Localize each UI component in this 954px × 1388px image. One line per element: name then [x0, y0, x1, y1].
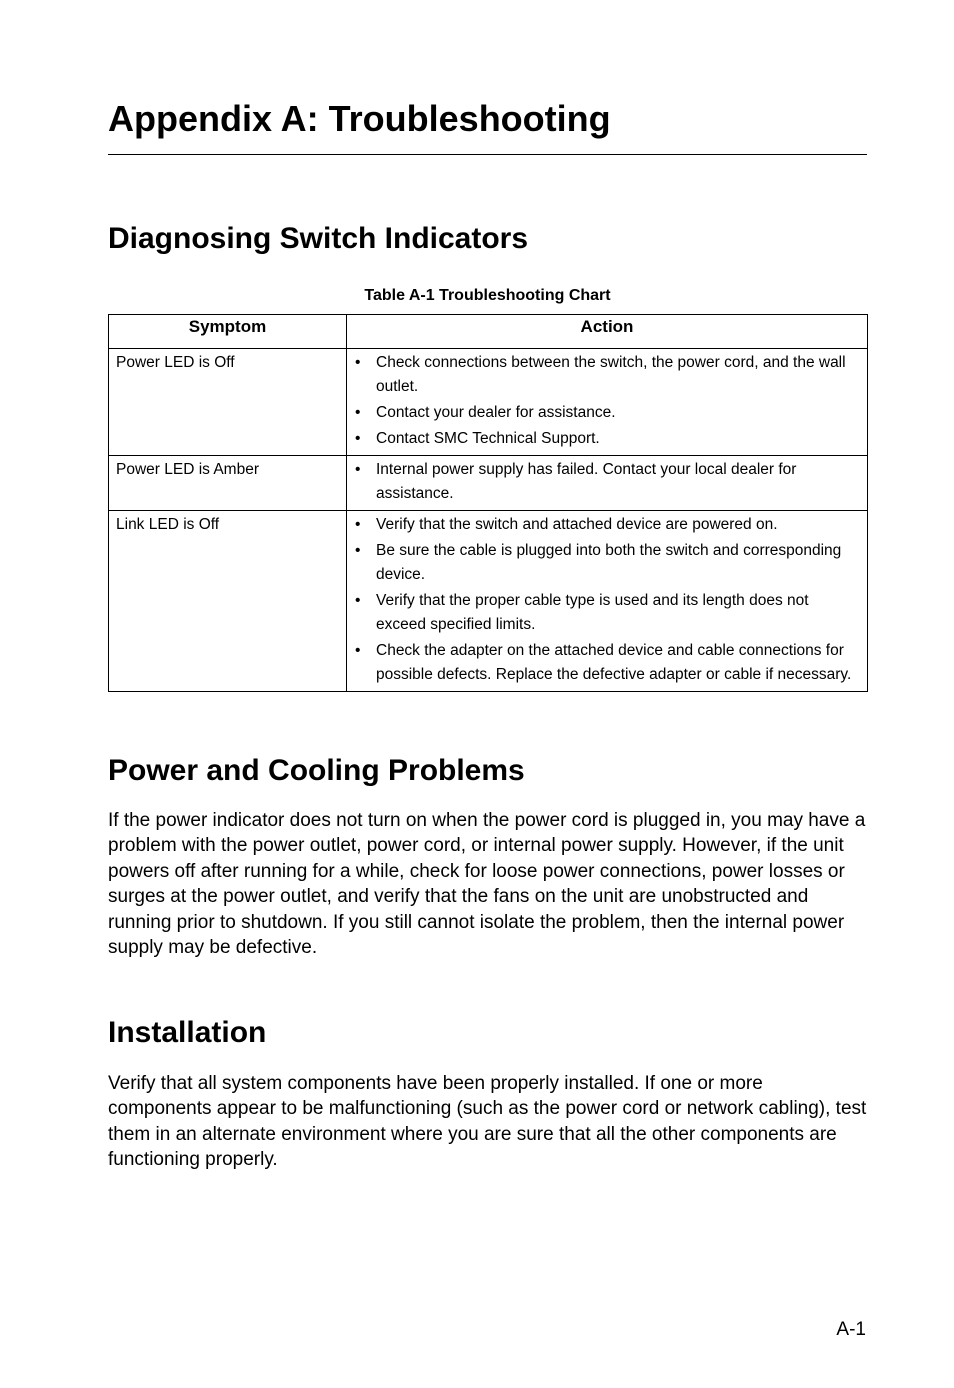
- column-header-action: Action: [347, 315, 868, 349]
- section-heading-power: Power and Cooling Problems: [108, 754, 525, 787]
- action-text: Check the adapter on the attached device and cable connections for possible defects. Replace the defective adapter or cable if necessary.: [376, 642, 852, 683]
- symptom-cell: Power LED is Amber: [109, 456, 347, 511]
- action-list-item: [353, 513, 861, 537]
- chapter-title-rule: [108, 154, 867, 155]
- bullet-marker: •: [355, 642, 361, 659]
- action-text: Contact SMC Technical Support.: [376, 430, 600, 447]
- action-list-item: [353, 589, 861, 637]
- action-list-item: [353, 351, 861, 399]
- section-heading-installation: Installation: [108, 1016, 267, 1049]
- bullet-marker: •: [355, 542, 361, 559]
- action-text: Verify that the proper cable type is used and its length does not exceed specified limits.: [376, 592, 809, 633]
- action-list-item: [353, 458, 861, 506]
- action-cell: [347, 511, 868, 692]
- action-text: Be sure the cable is plugged into both the switch and corresponding device.: [376, 542, 842, 583]
- action-cell: [347, 349, 868, 456]
- table-row: [109, 349, 868, 456]
- action-text: Verify that the switch and attached device are powered on.: [376, 516, 778, 533]
- action-cell: [347, 456, 868, 511]
- bullet-marker: •: [355, 461, 361, 478]
- section-heading-diagnosing: Diagnosing Switch Indicators: [108, 222, 529, 255]
- table-header-row: [109, 315, 868, 349]
- bullet-marker: •: [355, 592, 361, 609]
- bullet-marker: •: [355, 430, 361, 447]
- installation-paragraph: Verify that all system components have been properly installed. If one or more components appear to be malfunctioning (such as the power cord or network cabling), test them in an alternate environment where you are sure that all the other components are functioning properly.: [108, 1073, 867, 1171]
- page-number: A-1: [836, 1319, 866, 1340]
- symptom-cell: Link LED is Off: [109, 511, 347, 692]
- table-row: [109, 511, 868, 692]
- chapter-title: Appendix A: Troubleshooting: [108, 98, 611, 139]
- power-paragraph: If the power indicator does not turn on when the power cord is plugged in, you may have a problem with the power outlet, power cord, or internal power supply. However, if the unit powers off after running for a while, check for loose power connections, power losses or surges at the power outlet, and verify that the fans on the unit are unobstructed and running prior to shutdown. If you still cannot isolate the problem, then the internal power supply may be defective.: [108, 810, 866, 959]
- table-caption: Table A-1 Troubleshooting Chart: [364, 287, 611, 304]
- table-row: [109, 456, 868, 511]
- action-list-item: [353, 539, 861, 587]
- troubleshooting-table: [108, 314, 868, 692]
- action-text: Check connections between the switch, the power cord, and the wall outlet.: [376, 354, 846, 395]
- bullet-marker: •: [355, 516, 361, 533]
- column-header-symptom: Symptom: [109, 315, 347, 349]
- action-text: Internal power supply has failed. Contact your local dealer for assistance.: [376, 461, 797, 502]
- bullet-marker: •: [355, 404, 361, 421]
- action-list-item: [353, 401, 861, 425]
- action-list-item: [353, 427, 861, 451]
- action-text: Contact your dealer for assistance.: [376, 404, 616, 421]
- action-list-item: [353, 639, 861, 687]
- bullet-marker: •: [355, 354, 361, 371]
- symptom-cell: Power LED is Off: [109, 349, 347, 456]
